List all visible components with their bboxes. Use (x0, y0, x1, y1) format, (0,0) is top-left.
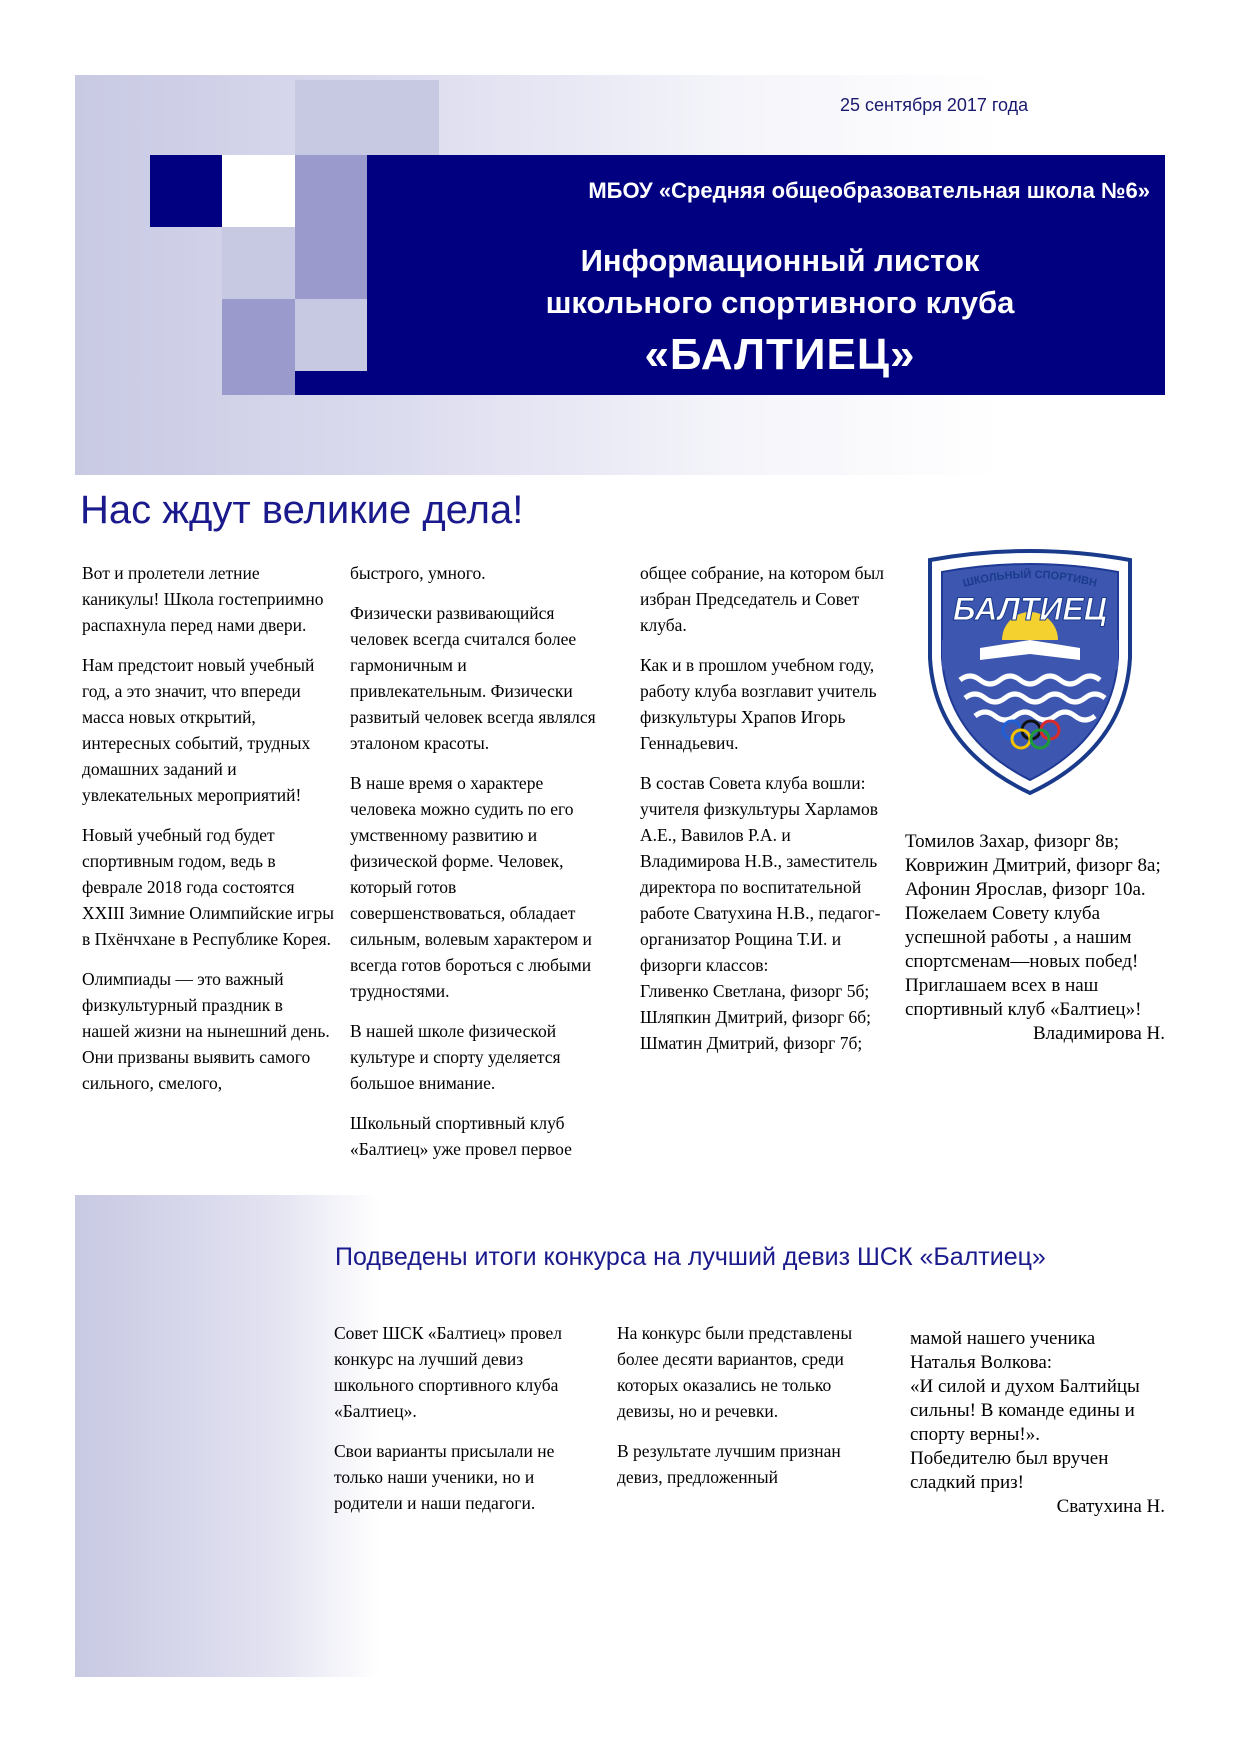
article-2-heading: Подведены итоги конкурса на лучший девиз ШСК «Балтиец» (335, 1243, 1046, 1271)
paragraph: Шматин Дмитрий, физорг 7б; (640, 1033, 863, 1053)
decor-square (295, 299, 367, 371)
article-1-column-2 (350, 560, 605, 1176)
article-1-column-4 (905, 830, 1165, 1046)
paragraph: В результате лучшим признан девиз, предложенный (617, 1441, 841, 1487)
article-2-column-3 (910, 1327, 1165, 1519)
logo-arc-text: ШКОЛЬНЫЙ СПОРТИВН (961, 568, 1099, 590)
decor-square (222, 227, 295, 299)
paragraph: На конкурс были представлены более десяти вариантов, среди которых оказались не только девизы, но и речевки. (617, 1323, 853, 1421)
paragraph: Олимпиады — это важный физкультурный праздник в нашей жизни на нынешний день. Они призваны выявить самого сильного, смелого, (82, 969, 330, 1093)
title-line-2: школьного спортивного клуба (545, 285, 1015, 320)
club-name: «БАЛТИЕЦ» (644, 330, 916, 379)
paragraph: Свои варианты присылали не только наши ученики, но и родители и наши педагоги. (334, 1441, 555, 1513)
paragraph: Физически развивающийся человек всегда считался более гармоничным и привлекательным. Физически развитый человек всегда являлся эталоном красоты. (350, 603, 596, 753)
paragraph: Шляпкин Дмитрий, физорг 6б; (640, 1007, 871, 1027)
paragraph: В нашей школе физической культуре и спорту уделяется большое внимание. (350, 1021, 561, 1093)
decor-square (150, 155, 222, 227)
paragraph: Нам предстоит новый учебный год, а это значит, что впереди масса новых открытий, интересных событий, трудных домашних заданий и увлекательных мероприятий! (82, 655, 315, 805)
decor-square (295, 227, 367, 299)
paragraph: быстрого, умного. (350, 563, 486, 583)
decor-square (367, 80, 439, 155)
decor-square (222, 299, 295, 395)
paragraph: общее собрание, на котором был избран Председатель и Совет клуба. (640, 563, 885, 635)
signature: Владимирова Н. (1033, 1023, 1165, 1044)
paragraph: «И силой и духом Балтийцы сильны! В команде едины и спорту верны!». (910, 1376, 1140, 1445)
paragraph: Новый учебный год будет спортивным годом, ведь в феврале 2018 года состоятся XXIII Зимние Олимпийские игры в Пхёнчхане в Республике Корея. (82, 825, 334, 949)
paragraph: мамой нашего ученика Наталья Волкова: (910, 1328, 1096, 1373)
article-2-column-2 (617, 1320, 872, 1504)
paragraph: Победителю был вручен сладкий приз! (910, 1448, 1109, 1493)
signature: Сватухина Н. (1056, 1496, 1165, 1517)
paragraph: Вот и пролетели летние каникулы! Школа гостеприимно распахнула перед нами двери. (82, 563, 324, 635)
issue-date: 25 сентября 2017 года (840, 95, 1029, 115)
article-2-column-1 (334, 1320, 589, 1530)
club-logo (920, 548, 1140, 798)
paragraph: Афонин Ярослав, физорг 10а. (905, 879, 1146, 900)
school-name: МБОУ «Средняя общеобразовательная школа №6» (588, 178, 1150, 203)
decor-square (295, 80, 367, 155)
paragraph: Как и в прошлом учебном году, работу клуба возглавит учитель физкультуры Храпов Игорь Геннадьевич. (640, 655, 877, 753)
paragraph: Пожелаем Совету клуба успешной работы , а нашим спортсменам—новых побед! (905, 903, 1139, 972)
paragraph: В состав Совета клуба вошли: учителя физкультуры Харламов А.Е., Вавилов Р.А. и Владимирова Н.В., заместитель директора по воспитательной работе Сватухина Н.В., педагог-организатор Рощина Т.И. и физорги классов: (640, 773, 881, 975)
article-1-column-1 (82, 560, 334, 1110)
paragraph: Приглашаем всех в наш спортивный клуб «Балтиец»! (905, 975, 1142, 1020)
paragraph: Гливенко Светлана, физорг 5б; (640, 981, 870, 1001)
paragraph: Школьный спортивный клуб «Балтиец» уже провел первое (350, 1113, 572, 1159)
article-1-column-3 (640, 560, 895, 1070)
page-title (480, 240, 1080, 324)
title-line-1: Информационный листок (580, 243, 980, 278)
article-1-heading: Нас ждут великие дела! (80, 488, 524, 532)
paragraph: В наше время о характере человека можно судить по его умственному развитию и физической форме. Человек, который готов совершенствоваться, обладает сильным, волевым характером и всегда готов бороться с любыми трудностями. (350, 773, 592, 1001)
paragraph: Совет ШСК «Балтиец» провел конкурс на лучший девиз школьного спортивного клуба «Балтиец». (334, 1323, 562, 1421)
decor-square (222, 155, 295, 227)
logo-name: БАЛТИЕЦ (952, 591, 1108, 627)
paragraph: Коврижин Дмитрий, физорг 8а; (905, 855, 1161, 876)
paragraph: Томилов Захар, физорг 8в; (905, 831, 1120, 852)
